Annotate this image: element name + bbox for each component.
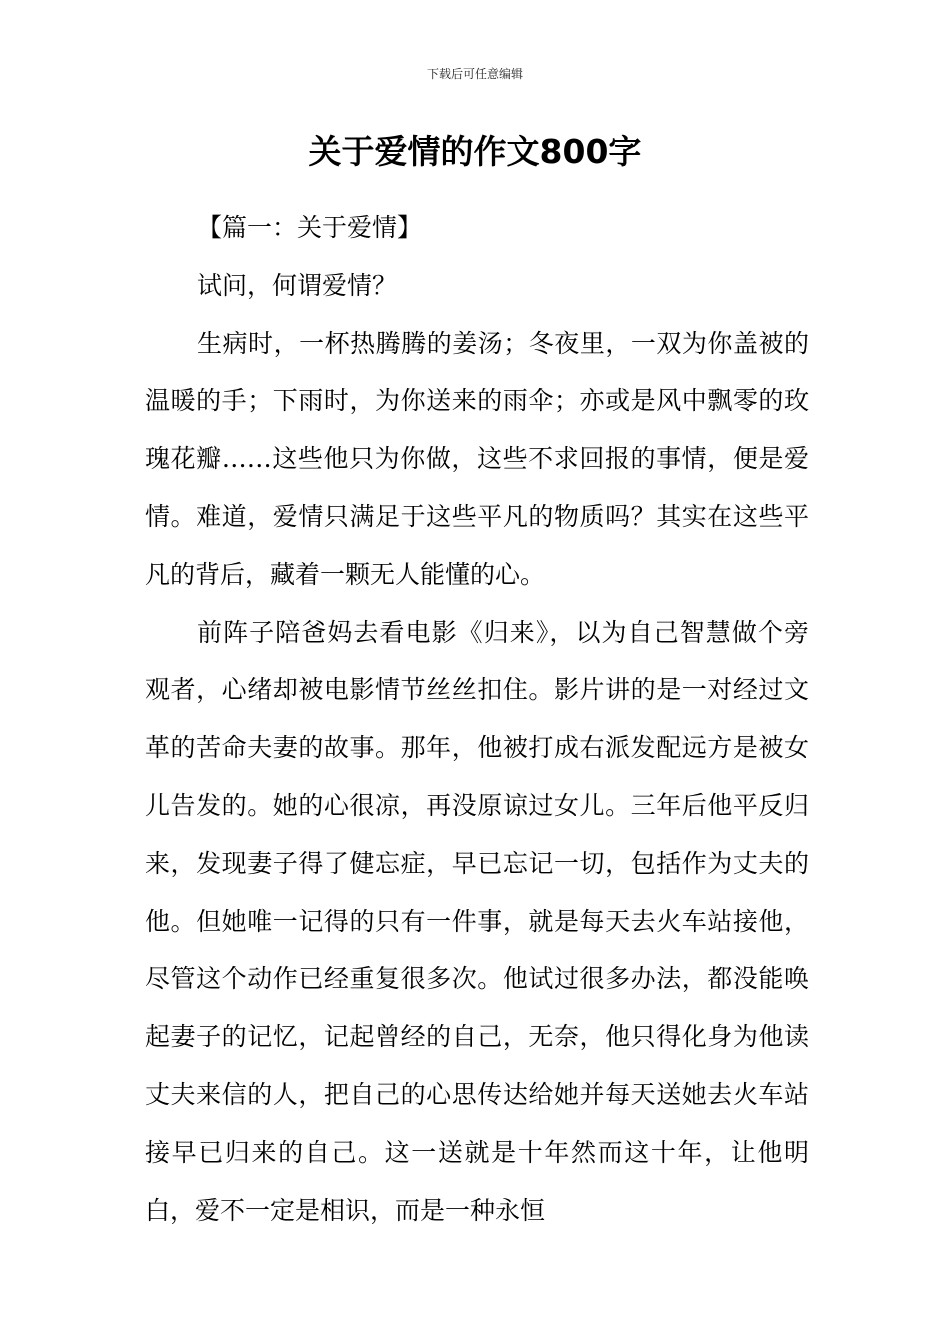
header-note: 下载后可任意编辑 [426,67,523,81]
document-body [145,199,809,1239]
paragraph: 试问，何谓爱情？ [197,270,398,300]
paragraph: 前阵子陪爸妈去看电影《归来》，以为自己智慧做个旁观者，心绪却被电影情节丝丝扣住。影片讲的是一对经过文革的苦命夫妻的故事。那年，他被打成右派发配远方是被女儿告发的。她的心很凉，再没原谅过女儿。三年后他平反归来，发现妻子得了健忘症，早已忘记一切，包括作为丈夫的他。但她唯一记得的只有一件事，就是每天去火车站接他，尽管这个动作已经重复很多次。他试过很多办法，都没能唤起妻子的记忆，记起曾经的自己，无奈，他只得化身为他读丈夫来信的人，把自己的心思传达给她并每天送她去火车站接早已归来的自己。这一送就是十年然而这十年，让他明白，爱不一定是相识，而是一种永恒 [145,617,809,1225]
paragraph: 生病时，一杯热腾腾的姜汤；冬夜里，一双为你盖被的温暖的手；下雨时，为你送来的雨伞；亦或是风中飘零的玫瑰花瓣……这些他只为你做，这些不求回报的事情，便是爱情。难道，爱情只满足于这些平凡的物质吗？其实在这些平凡的背后，藏着一颗无人能懂的心。 [145,328,809,589]
document-title: 关于爱情的作文800字 [308,132,642,171]
section-heading: 【篇一：关于爱情】 [197,213,423,242]
